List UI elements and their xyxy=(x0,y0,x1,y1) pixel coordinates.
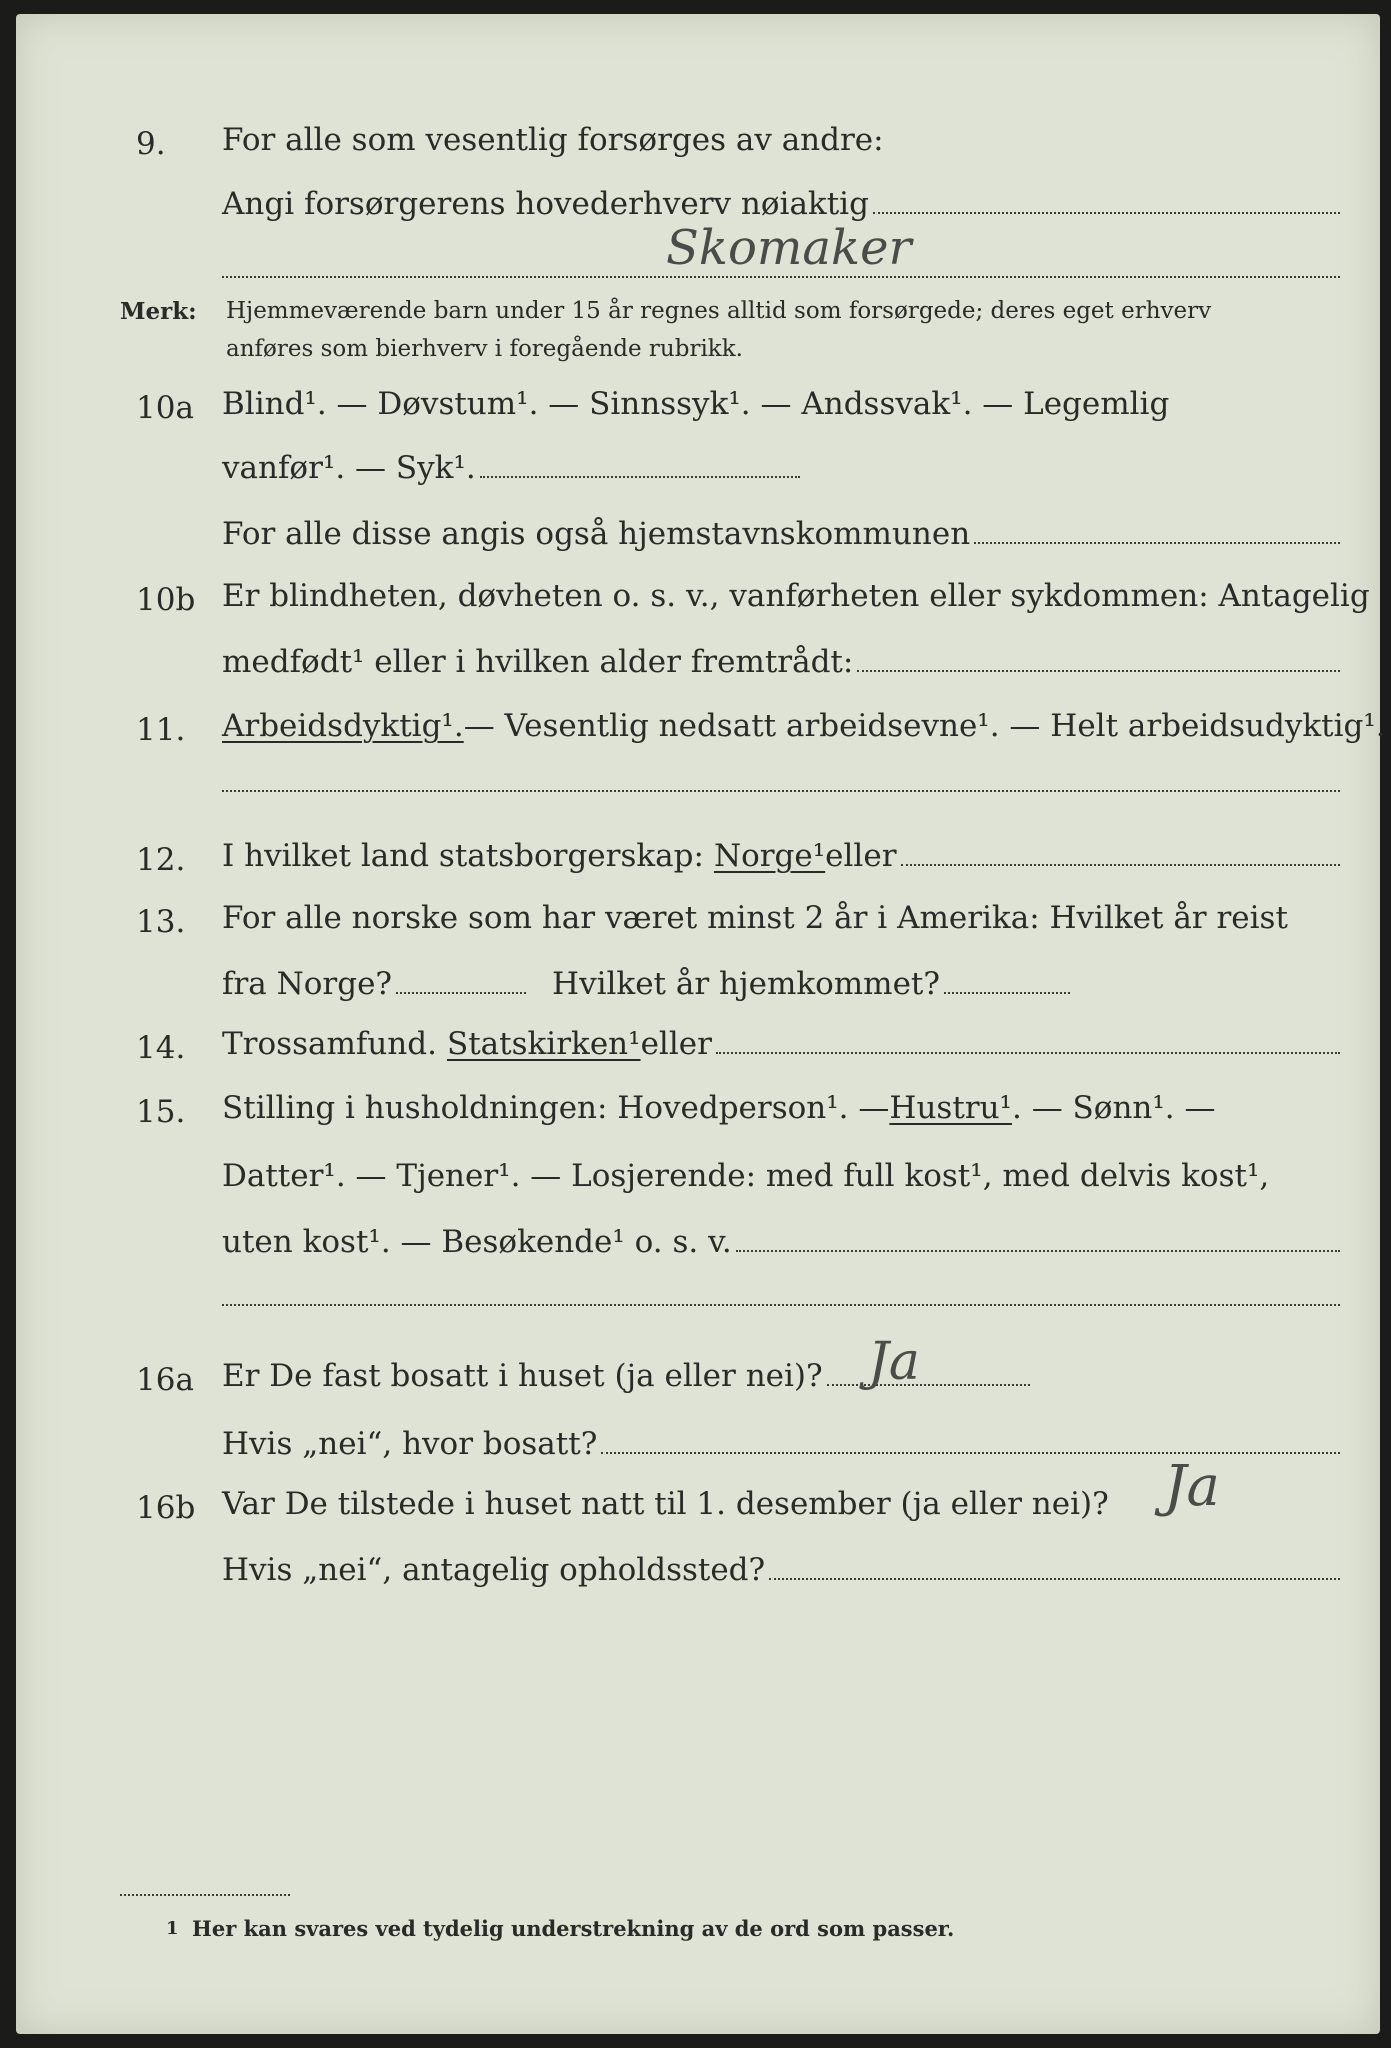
q11-number: 11. xyxy=(136,712,186,748)
q13-line1: For alle norske som har været minst 2 år i Amerika: Hvilket år reist xyxy=(222,900,1288,936)
q10b-line2: medfødt¹ eller i hvilken alder fremtrådt: xyxy=(222,644,1340,680)
q16b-number: 16b xyxy=(136,1490,196,1526)
merk-label: Merk: xyxy=(120,298,197,325)
q10a-line1: Blind¹. — Døvstum¹. — Sinnssyk¹. — Andssvak¹. — Legemlig xyxy=(222,386,1170,422)
q16b-line2: Hvis „nei“, antagelig opholdssted? xyxy=(222,1552,1340,1588)
q11-selected-option: Arbeidsdyktig¹. xyxy=(222,708,464,744)
q16b-handwritten-answer: Ja xyxy=(1164,1454,1220,1519)
merk-line1: Hjemmeværende barn under 15 år regnes alltid som forsørgede; deres eget erhverv xyxy=(226,298,1212,324)
q15-answer-line xyxy=(222,1304,1340,1306)
q10b-number: 10b xyxy=(136,582,196,618)
q12-selected-option: Norge¹ xyxy=(713,838,826,874)
footnote-divider xyxy=(120,1894,290,1896)
q9-answer-line2 xyxy=(222,276,1340,278)
q16a-line2: Hvis „nei“, hvor bosatt? xyxy=(222,1426,1340,1462)
q15-number: 15. xyxy=(136,1094,186,1130)
q9-line1: For alle som vesentlig forsørges av andre: xyxy=(222,122,884,158)
q11-line: Arbeidsdyktig¹. — Vesentlig nedsatt arbeidsevne¹. — Helt arbeidsudyktig¹. xyxy=(222,708,1386,744)
q16a-number: 16a xyxy=(136,1362,194,1398)
q15-line1: Stilling i husholdningen: Hovedperson¹. — Hustru¹ . — Sønn¹. — xyxy=(222,1090,1216,1126)
q14-line: Trossamfund. Statskirken¹ eller xyxy=(222,1026,1340,1062)
q14-number: 14. xyxy=(136,1030,186,1066)
footnote-text: Her kan svares ved tydelig understrekning av de ord som passer. xyxy=(192,1916,955,1941)
q16a-handwritten-answer: Ja xyxy=(868,1332,920,1392)
q12-number: 12. xyxy=(136,842,186,878)
census-form-page xyxy=(16,14,1386,2034)
q11-answer-line xyxy=(222,790,1340,792)
q10a-number: 10a xyxy=(136,390,194,426)
footnote-mark: 1 xyxy=(166,1918,179,1939)
q13-line2: fra Norge? Hvilket år hjemkommet? xyxy=(222,966,1070,1002)
merk-line2: anføres som bierhverv i foregående rubrikk. xyxy=(226,336,743,362)
q9-answer-line xyxy=(873,212,1340,214)
q10a-line2: vanfør¹. — Syk¹. xyxy=(222,450,800,486)
q10a-line3: For alle disse angis også hjemstavnskommunen xyxy=(222,516,1340,552)
q16a-line1: Er De fast bosatt i huset (ja eller nei)? xyxy=(222,1358,1030,1394)
q13-number: 13. xyxy=(136,904,186,940)
q10b-line1: Er blindheten, døvheten o. s. v., vanførheten eller sykdommen: Antagelig xyxy=(222,578,1370,614)
q16b-line1: Var De tilstede i huset natt til 1. desember (ja eller nei)? xyxy=(222,1486,1109,1522)
q12-line: I hvilket land statsborgerskap: Norge¹ eller xyxy=(222,838,1340,874)
q15-line3: uten kost¹. — Besøkende¹ o. s. v. xyxy=(222,1224,1340,1260)
q9-handwritten-answer: Skomaker xyxy=(666,220,912,276)
q9-line2: Angi forsørgerens hovederhverv nøiaktig xyxy=(222,186,1340,222)
q15-line2: Datter¹. — Tjener¹. — Losjerende: med full kost¹, med delvis kost¹, xyxy=(222,1158,1270,1194)
q9-number: 9. xyxy=(136,126,166,162)
q14-selected-option: Statskirken¹ xyxy=(446,1026,641,1062)
q15-selected-option: Hustru¹ xyxy=(889,1090,1012,1126)
